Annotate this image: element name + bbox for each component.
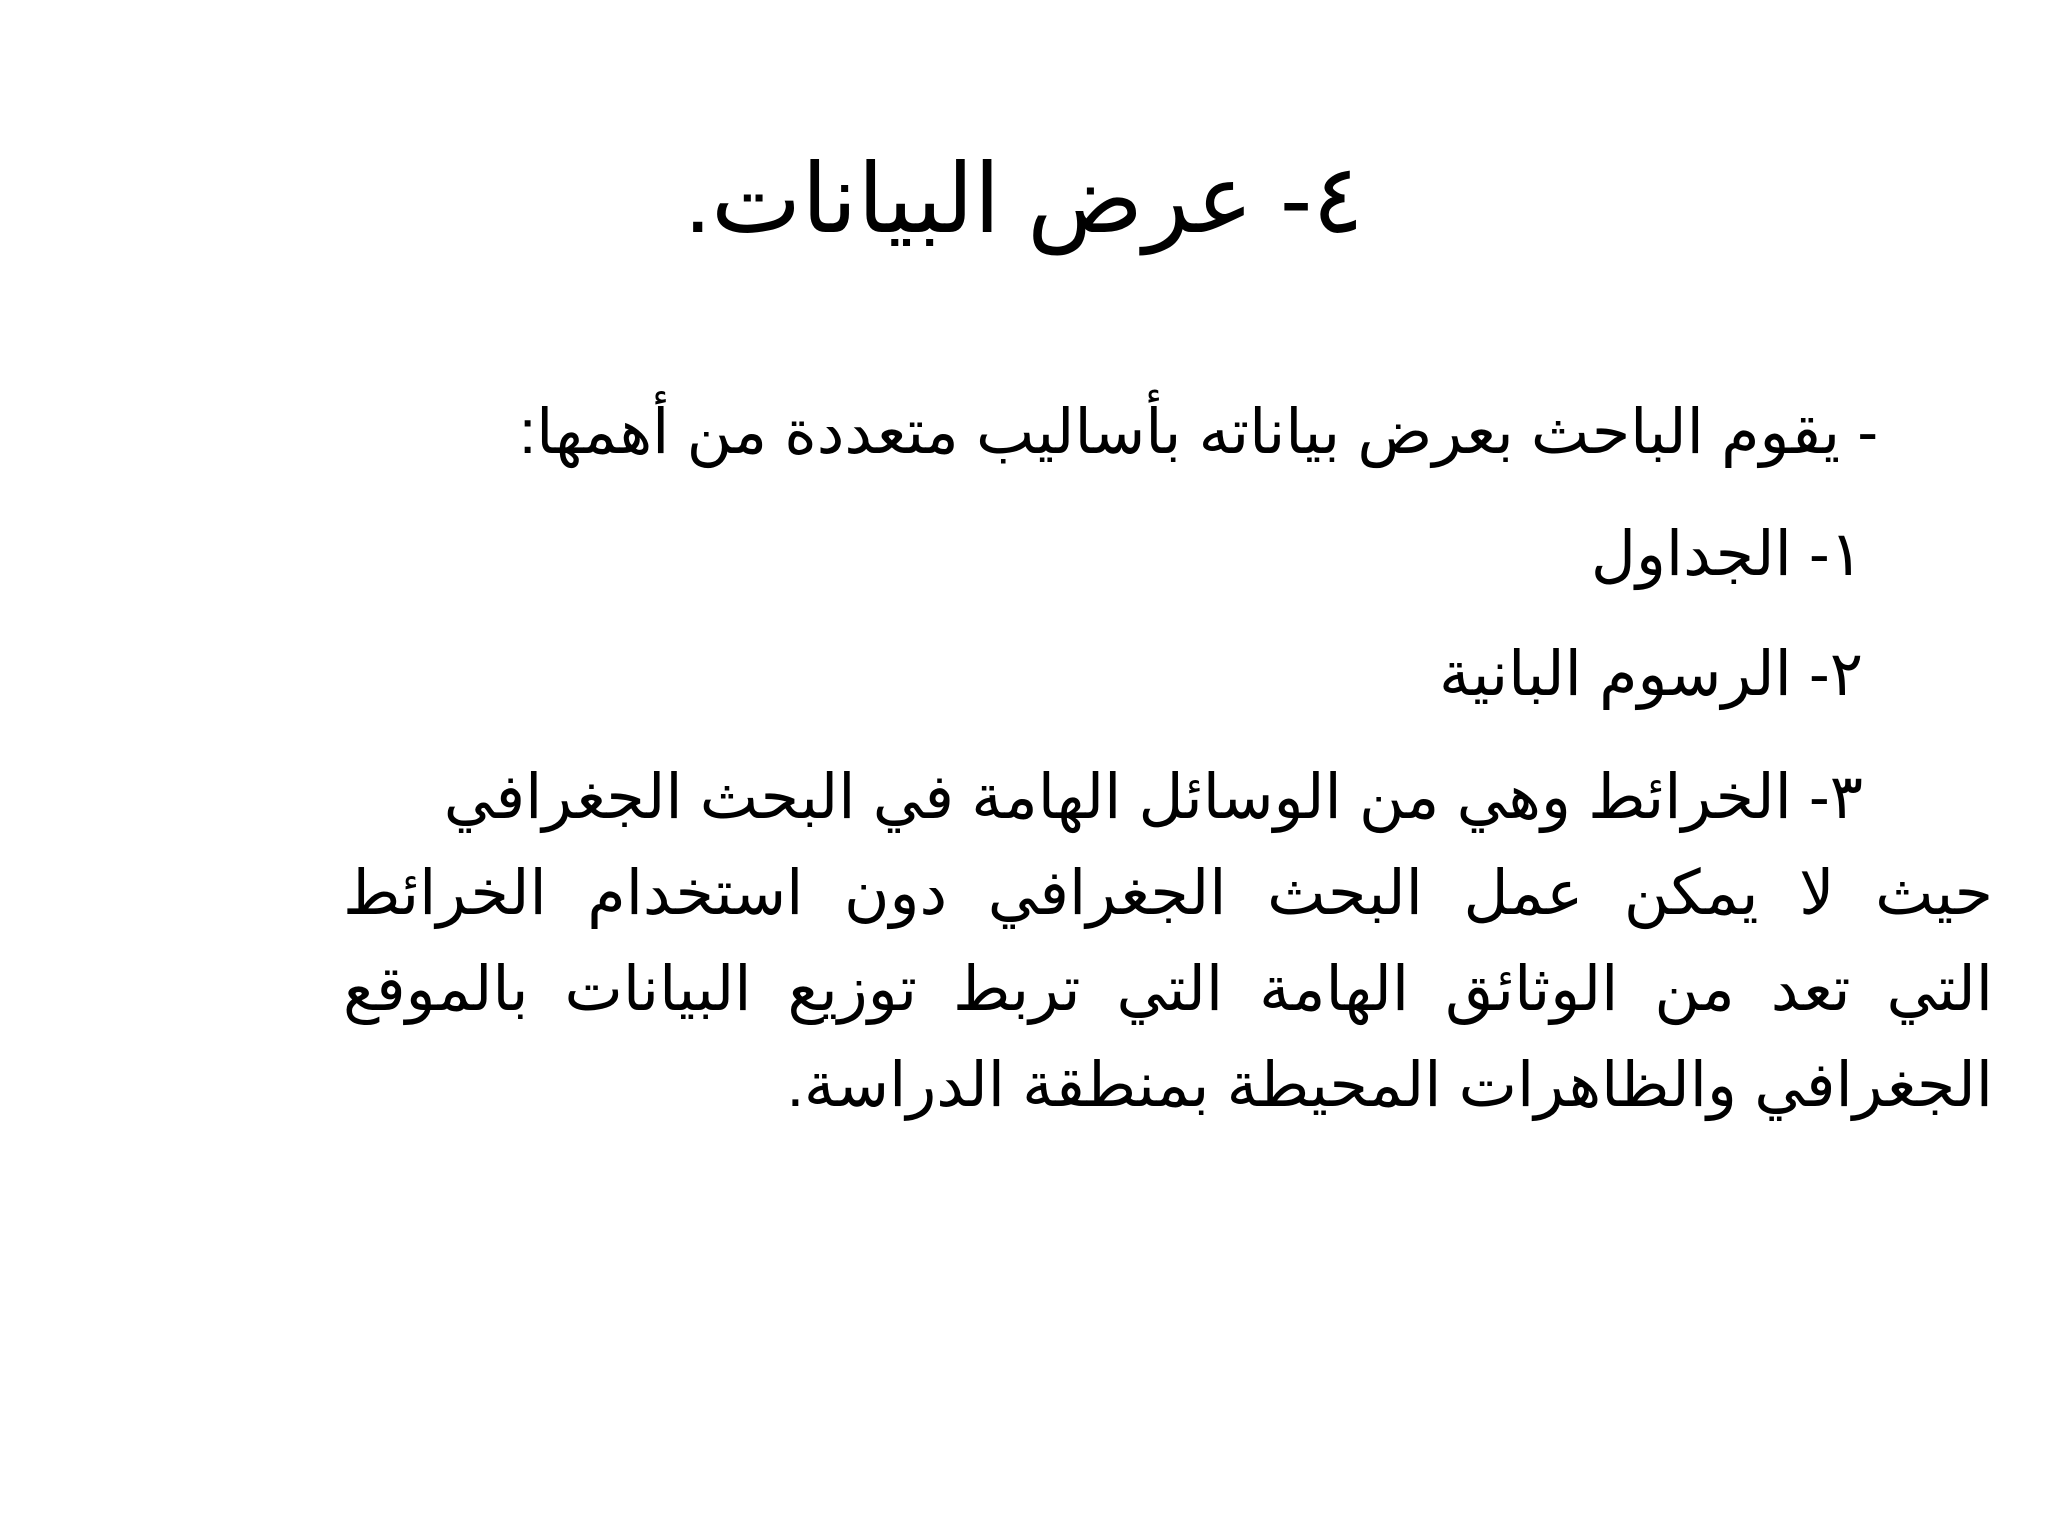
maps-line-2: حيث لا يمكن عمل البحث الجغرافي دون استخدام الخرائط [343, 859, 1993, 928]
list-item-maps [343, 750, 1993, 1134]
maps-line-1: ٣- الخرائط وهي من الوسائل الهامة في البحث الجغرافي [443, 763, 1863, 832]
slide-title: ٤- عرض البيانات. [684, 146, 1364, 253]
intro-text: - يقوم الباحث بعرض بياناته بأساليب متعددة من أهمها: [518, 398, 1878, 467]
list-item-tables: ١- الجداول [1590, 520, 1863, 589]
maps-line-4: الجغرافي والظاهرات المحيطة بمنطقة الدراسة. [786, 1051, 1993, 1120]
methods-list [183, 510, 1993, 1134]
maps-line-3: التي تعد من الوثائق الهامة التي تربط توزيع البيانات بالموقع [343, 955, 1993, 1024]
list-item-charts: ٢- الرسوم البانية [1438, 640, 1863, 709]
